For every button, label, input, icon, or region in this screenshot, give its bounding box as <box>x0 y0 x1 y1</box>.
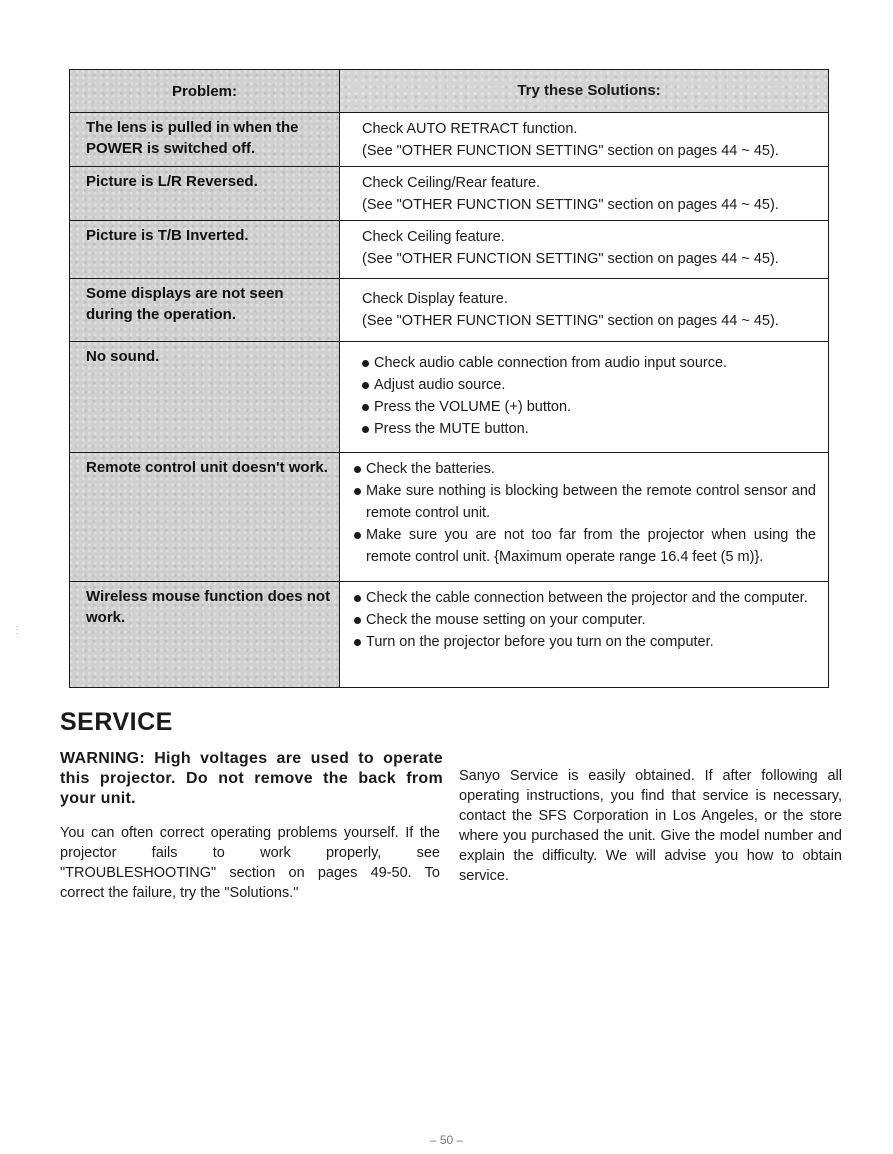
troubleshooting-table <box>69 69 829 688</box>
solution-line: (See "OTHER FUNCTION SETTING" section on pages 44 ~ 45). <box>362 143 779 159</box>
solution-cell <box>340 167 828 220</box>
solution-bullet: Check the batteries. <box>354 458 816 480</box>
solution-bullet: Check audio cable connection from audio input source. <box>362 352 816 374</box>
solutions-column-header: Try these Solutions: <box>340 70 828 112</box>
solution-bullet: Adjust audio source. <box>362 374 816 396</box>
solution-line: Check AUTO RETRACT function. <box>362 121 578 137</box>
solution-cell <box>340 582 828 687</box>
solution-cell <box>340 279 828 341</box>
table-row <box>70 166 828 220</box>
solution-line: (See "OTHER FUNCTION SETTING" section on pages 44 ~ 45). <box>362 313 779 329</box>
solution-bullet-list <box>362 352 816 440</box>
solution-line: (See "OTHER FUNCTION SETTING" section on pages 44 ~ 45). <box>362 251 779 267</box>
table-row <box>70 112 828 166</box>
solution-line: Check Ceiling/Rear feature. <box>362 175 541 191</box>
service-heading: SERVICE <box>60 708 173 736</box>
solution-bullet: Turn on the projector before you turn on the computer. <box>354 631 816 653</box>
solution-bullet: Press the VOLUME (+) button. <box>362 396 816 418</box>
solution-cell <box>340 453 828 581</box>
page-number: – 50 – <box>429 1133 464 1147</box>
table-row <box>70 220 828 278</box>
solution-bullet: Check the cable connection between the projector and the computer. <box>354 587 816 609</box>
solution-bullet: Make sure you are not too far from the projector when using the remote control unit. {Maximum operate range 16.4 feet (5 m)}. <box>354 524 816 568</box>
margin-mark: ⋮ <box>12 625 22 636</box>
table-header-row <box>70 70 828 112</box>
solution-line: Check Display feature. <box>362 291 508 307</box>
solution-bullet-list <box>354 458 816 568</box>
solution-bullet: Check the mouse setting on your computer. <box>354 609 816 631</box>
table-row <box>70 452 828 581</box>
solution-line: Check Ceiling feature. <box>362 229 505 245</box>
table-row <box>70 581 828 687</box>
problem-cell: Picture is L/R Reversed. <box>70 167 340 220</box>
solution-line: (See "OTHER FUNCTION SETTING" section on pages 44 ~ 45). <box>362 197 779 213</box>
problem-cell: Wireless mouse function does not work. <box>70 582 340 687</box>
solution-cell <box>340 342 828 452</box>
table-row <box>70 341 828 452</box>
problem-cell: Some displays are not seen during the operation. <box>70 279 340 341</box>
service-right-paragraph: Sanyo Service is easily obtained. If after following all operating instructions, you find that service is necessary, contact the SFS Corporation in Los Angeles, or the store where you purchased the unit. Give the model number and explain the difficulty. We will advise you how to obtain service. <box>459 768 842 884</box>
solution-bullet: Press the MUTE button. <box>362 418 816 440</box>
solution-cell <box>340 113 828 166</box>
problem-column-header: Problem: <box>70 70 340 112</box>
problem-cell: Remote control unit doesn't work. <box>70 453 340 581</box>
table-row <box>70 278 828 341</box>
problem-cell: The lens is pulled in when the POWER is switched off. <box>70 113 340 166</box>
problem-cell: Picture is T/B Inverted. <box>70 221 340 278</box>
problem-cell: No sound. <box>70 342 340 452</box>
solution-bullet: Make sure nothing is blocking between the remote control sensor and remote control unit. <box>354 480 816 524</box>
service-left-paragraph: You can often correct operating problems yourself. If the projector fails to work properly, see "TROUBLESHOOTING" section on pages 49-50. To correct the failure, try the "Solutions." <box>60 825 440 901</box>
service-warning: WARNING: High voltages are used to operate this projector. Do not remove the back from your unit. <box>60 750 443 807</box>
solution-bullet-list <box>354 587 816 653</box>
solution-cell <box>340 221 828 278</box>
